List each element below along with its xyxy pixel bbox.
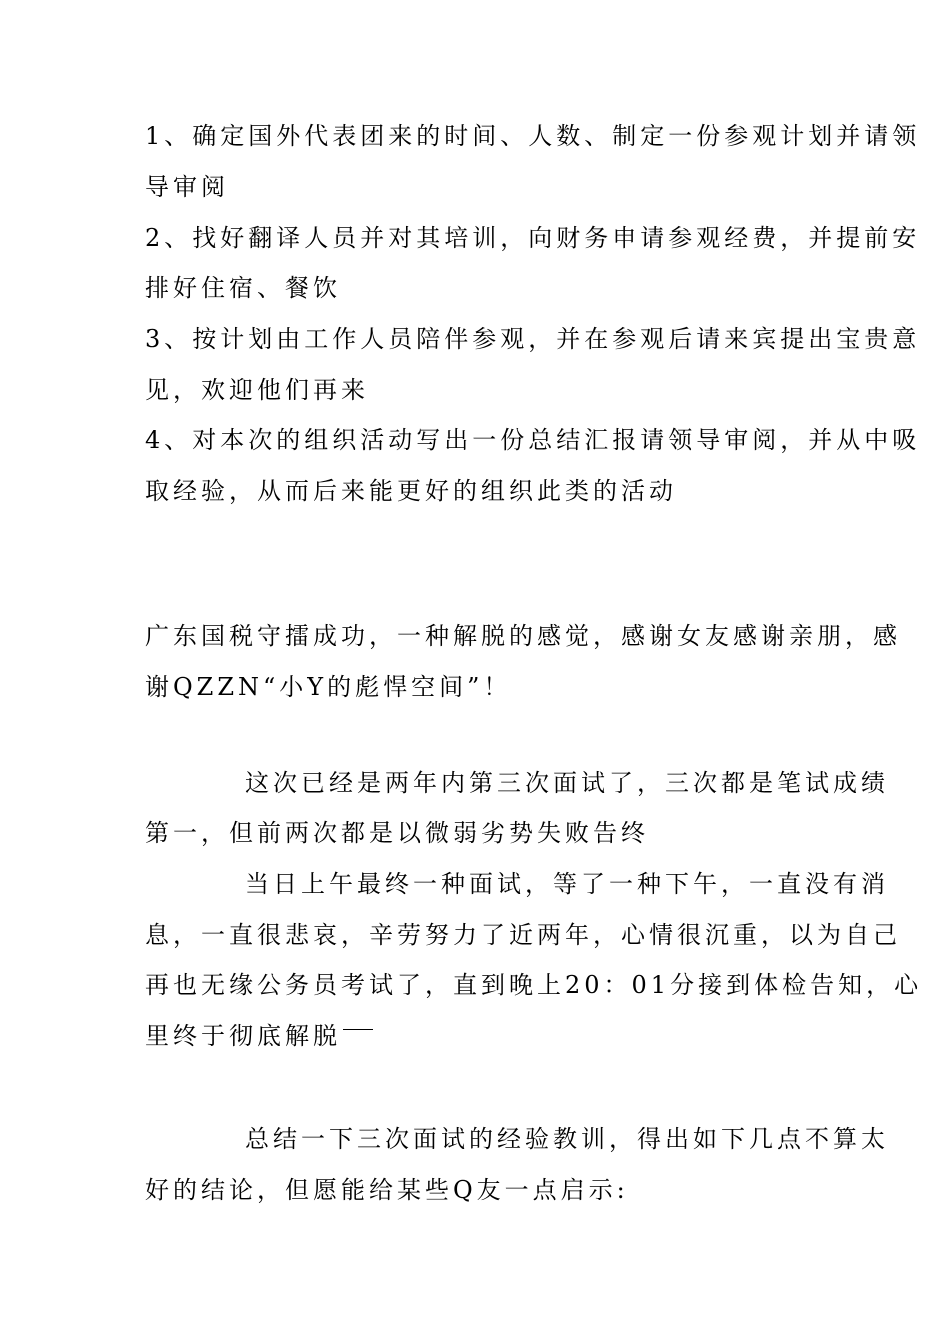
- list-item-2-line-2: 排好住宿、餐饮: [145, 274, 341, 302]
- list-item-4-line-2: 取经验，从而后来能更好的组织此类的活动: [145, 477, 677, 505]
- list-item-1-line-1: 1、确定国外代表团来的时间、人数、制定一份参观计划并请领: [145, 122, 921, 150]
- paragraph-2-line-4-text: 里终于彻底解脱: [145, 1022, 341, 1050]
- paragraph-1-line-1: 这次已经是两年内第三次面试了，三次都是笔试成绩: [245, 769, 889, 797]
- intro-paragraph-line-1: 广东国税守擂成功，一种解脱的感觉，感谢女友感谢亲朋，感: [145, 622, 901, 650]
- paragraph-1-line-2: 第一，但前两次都是以微弱劣势失败告终: [145, 819, 649, 847]
- dash-mark: [343, 1029, 373, 1030]
- paragraph-3-line-2: 好的结论，但愿能给某些Q友一点启示:: [145, 1176, 629, 1204]
- list-item-2-line-1: 2、找好翻译人员并对其培训，向财务申请参观经费，并提前安: [145, 224, 921, 252]
- paragraph-2-line-1: 当日上午最终一种面试，等了一种下午，一直没有消: [245, 870, 889, 898]
- intro-paragraph-line-2: 谢QZZN“小Y的彪悍空间”！: [145, 673, 512, 701]
- list-item-4-line-1: 4、对本次的组织活动写出一份总结汇报请领导审阅，并从中吸: [145, 426, 921, 454]
- paragraph-2-line-3: 再也无缘公务员考试了，直到晚上20：01分接到体检告知，心: [145, 971, 923, 999]
- list-item-3-line-2: 见，欢迎他们再来: [145, 376, 369, 404]
- paragraph-2-line-4: [145, 1019, 810, 1053]
- paragraph-3-line-1: 总结一下三次面试的经验教训，得出如下几点不算太: [245, 1125, 889, 1153]
- list-item-3-line-1: 3、按计划由工作人员陪伴参观，并在参观后请来宾提出宝贵意: [145, 325, 921, 353]
- paragraph-2-line-2: 息，一直很悲哀，辛劳努力了近两年，心情很沉重，以为自己: [145, 921, 901, 949]
- list-item-1-line-2: 导审阅: [145, 173, 229, 201]
